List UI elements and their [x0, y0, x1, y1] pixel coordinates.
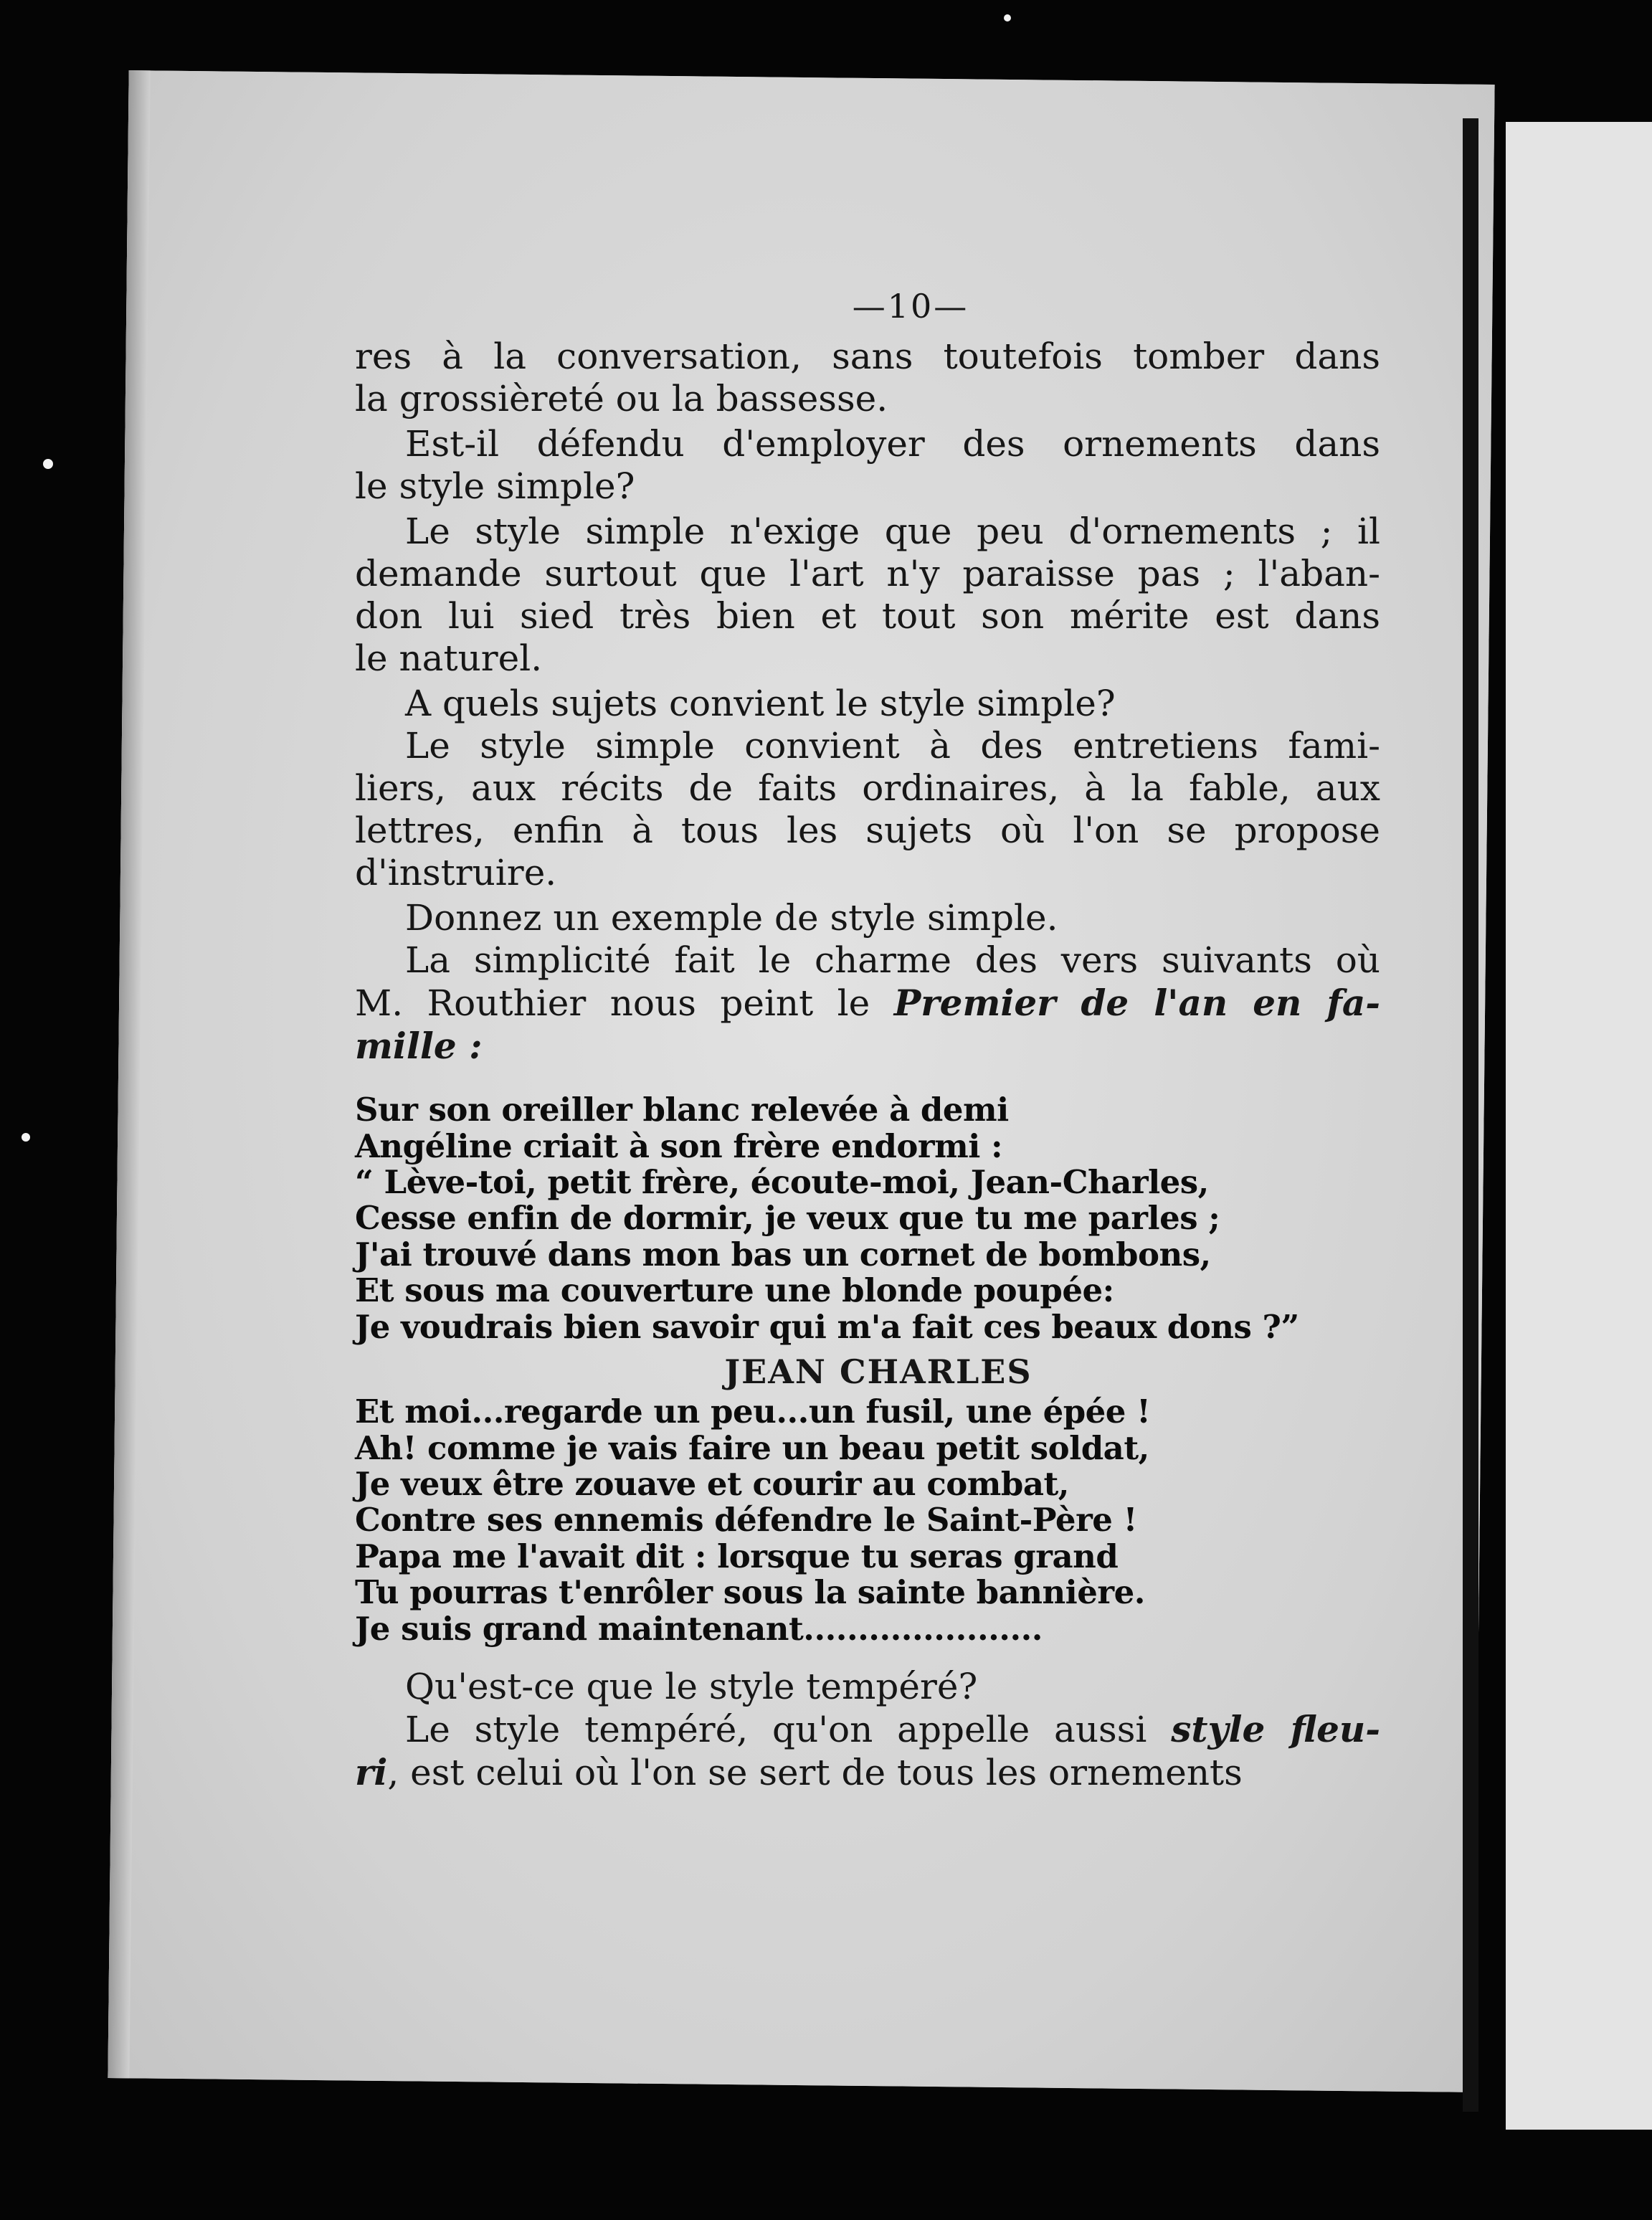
dust-speck [22, 1133, 30, 1142]
poem-line: Angéline criait à son frère endormi : [355, 1126, 1003, 1165]
poem-excerpt [355, 1092, 1380, 1345]
speaker-heading: JEAN CHARLES [724, 1352, 1032, 1391]
answer-line [355, 1025, 1380, 1068]
question-line: Est-il défendu d'employer des ornements dans [405, 423, 1380, 465]
answer-text: , est celui où l'on se sert de tous les ornements [387, 1752, 1243, 1793]
italic-term: style fleu- [1171, 1708, 1380, 1750]
poem-line: Je suis grand maintenant...................... [355, 1609, 1043, 1648]
poem-line: Contre ses ennemis défendre le Saint-Père ! [355, 1501, 1137, 1540]
text-line: la grossièreté ou la bassesse. [355, 378, 888, 420]
dust-speck [1004, 14, 1011, 22]
facing-page [1506, 122, 1652, 2130]
poem-excerpt [355, 1394, 1380, 1647]
italic-term: ri [355, 1751, 388, 1793]
page-edge [108, 70, 150, 2078]
poem-line: Ah! comme je vais faire un beau petit soldat, [355, 1428, 1149, 1467]
poem-line: Et moi...regarde un peu...un fusil, une épée ! [355, 1393, 1151, 1431]
poem-line: Je voudrais bien savoir qui m'a fait ces beaux dons ?” [355, 1307, 1299, 1346]
answer-line: Le style simple n'exige que peu d'ornements ; il [405, 511, 1380, 553]
answer-line: don lui sied très bien et tout son mérite est dans [355, 595, 1380, 637]
answer-line: demande surtout que l'art n'y paraisse pas ; l'aban- [355, 553, 1380, 595]
answer-line: le naturel. [355, 637, 543, 680]
answer-text: M. Routhier nous peint le [355, 982, 894, 1025]
question-line: le style simple? [355, 465, 635, 508]
italic-title: mille : [355, 1025, 483, 1068]
answer-line: lettres, enfin à tous les sujets où l'on se propose [355, 810, 1380, 852]
answer-line: La simplicité fait le charme des vers suivants où [405, 939, 1380, 982]
question-line: A quels sujets convient le style simple? [405, 683, 1116, 725]
poem-line: Tu pourras t'enrôler sous la sainte bannière. [355, 1573, 1145, 1612]
answer-line: liers, aux récits de faits ordinaires, à la fable, aux [355, 767, 1380, 810]
dust-speck [43, 459, 53, 469]
text-line: res à la conversation, sans toutefois tomber dans [355, 336, 1380, 378]
answer-line [355, 1751, 1380, 1794]
answer-line: Le style simple convient à des entretiens fami- [405, 725, 1380, 767]
book-gutter [1463, 118, 1478, 2112]
poem-line: Sur son oreiller blanc relevée à demi [355, 1091, 1009, 1129]
question-line: Donnez un exemple de style simple. [405, 897, 1058, 939]
poem-line: J'ai trouvé dans mon bas un cornet de bombons, [355, 1235, 1211, 1273]
poem-line: Je veux être zouave et courir au combat, [355, 1465, 1069, 1504]
answer-line [355, 1708, 1380, 1751]
answer-line: d'instruire. [355, 852, 557, 894]
answer-line [355, 982, 1380, 1025]
page-text [355, 287, 1380, 1794]
page-number: —10— [852, 287, 969, 326]
answer-text: Le style tempéré, qu'on appelle aussi [405, 1709, 1172, 1750]
poem-line: Papa me l'avait dit : lorsque tu seras grand [355, 1537, 1119, 1575]
poem-line: “ Lève-toi, petit frère, écoute-moi, Jean-Charles, [355, 1163, 1209, 1202]
poem-line: Et sous ma couverture une blonde poupée: [355, 1271, 1114, 1310]
italic-title: Premier de l'an en fa- [893, 982, 1380, 1025]
question-line: Qu'est-ce que le style tempéré? [405, 1666, 978, 1707]
poem-line: Cesse enfin de dormir, je veux que tu me parles ; [355, 1199, 1220, 1238]
